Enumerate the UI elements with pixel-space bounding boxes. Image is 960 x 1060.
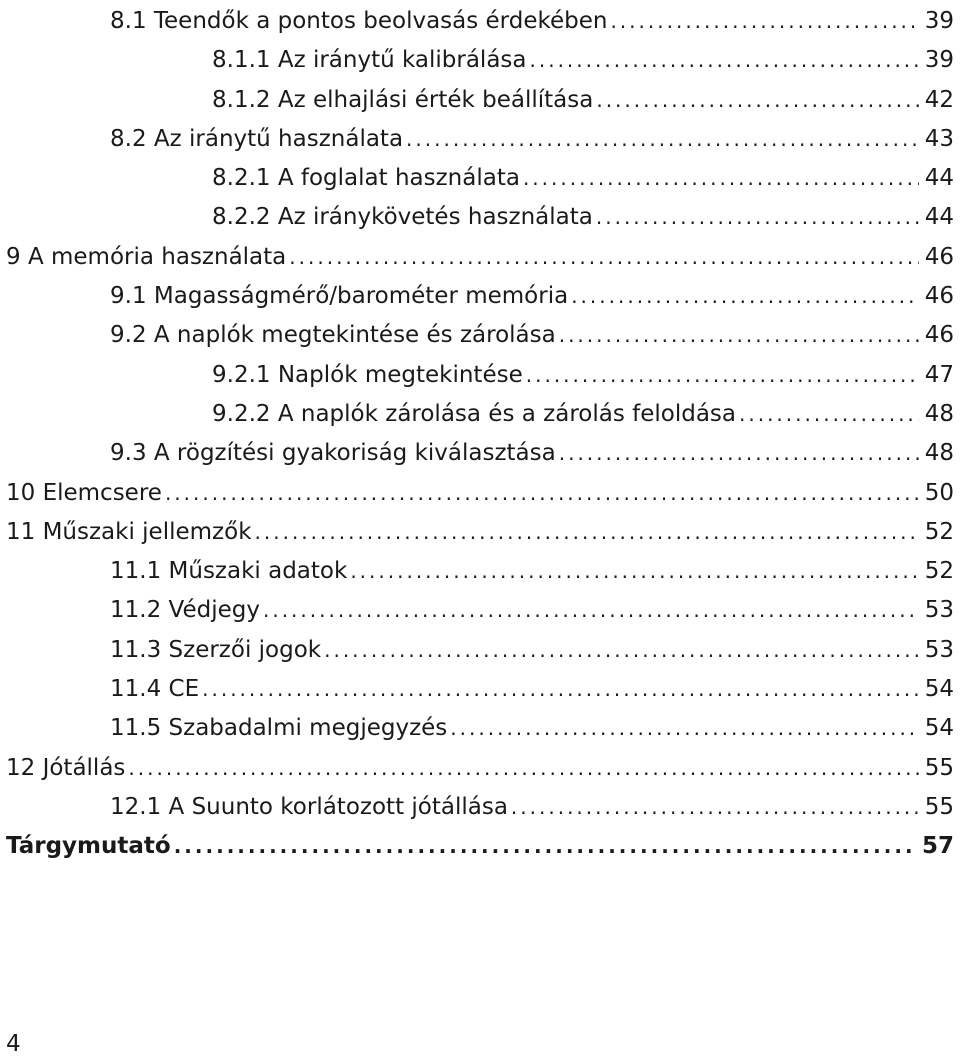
- toc-entry[interactable]: [6, 277, 954, 316]
- toc-entry-title: 11.3 Szerzői jogok: [110, 636, 322, 663]
- toc-entry[interactable]: [6, 591, 954, 630]
- toc-entry-page: 46: [924, 322, 954, 349]
- toc-dot-leader: [450, 709, 918, 748]
- toc-entry-page: 39: [924, 47, 954, 74]
- toc-dot-leader: [610, 2, 918, 41]
- toc-entry[interactable]: [6, 238, 954, 277]
- toc-entry-page: 53: [924, 597, 954, 624]
- toc-entry-page: 52: [924, 558, 954, 585]
- toc-entry-title: 9.3 A rögzítési gyakoriság kiválasztása: [110, 440, 556, 467]
- toc-entry-title: 8.1.2 Az elhajlási érték beállítása: [212, 86, 594, 113]
- toc-entry[interactable]: [6, 356, 954, 395]
- toc-dot-leader: [255, 513, 919, 552]
- toc-entry-title: 11.2 Védjegy: [110, 597, 260, 624]
- toc-entry-title: 11.4 CE: [110, 676, 200, 703]
- toc-dot-leader: [526, 356, 919, 395]
- toc-entry-title: 8.2.2 Az iránykövetés használata: [212, 204, 593, 231]
- toc-entry-page: 52: [924, 518, 954, 545]
- toc-dot-leader: [530, 41, 919, 80]
- toc-entry-title: 8.2.1 A foglalat használata: [212, 165, 520, 192]
- toc-entry[interactable]: [6, 2, 954, 41]
- toc-entry-page: 55: [924, 754, 954, 781]
- toc-dot-leader: [523, 159, 919, 198]
- toc-dot-leader: [559, 434, 919, 473]
- toc-entry[interactable]: [6, 159, 954, 198]
- toc-entry-page: 47: [924, 361, 954, 388]
- toc-entry[interactable]: [6, 631, 954, 670]
- toc-entry-title: 9.1 Magasságmérő/barométer memória: [110, 283, 569, 310]
- toc-entry-page: 57: [921, 833, 954, 860]
- toc-dot-leader: [406, 120, 919, 159]
- toc-entry[interactable]: [6, 788, 954, 827]
- toc-dot-leader: [263, 591, 919, 630]
- toc-entry-title: 9.2 A naplók megtekintése és zárolása: [110, 322, 556, 349]
- toc-dot-leader: [559, 316, 919, 355]
- toc-entry-title: 9.2.1 Naplók megtekintése: [212, 361, 523, 388]
- toc-entry[interactable]: [6, 120, 954, 159]
- toc-entry[interactable]: [6, 709, 954, 748]
- toc-entry[interactable]: [6, 552, 954, 591]
- toc-entry-page: 53: [924, 636, 954, 663]
- toc-dot-leader: [324, 631, 919, 670]
- toc-entry-title: 9 A memória használata: [6, 243, 287, 270]
- toc-entry-title: 11 Műszaki jellemzők: [6, 518, 252, 545]
- toc-dot-leader: [165, 474, 919, 513]
- toc-dot-leader: [739, 395, 919, 434]
- toc-entry-page: 44: [924, 204, 954, 231]
- toc-entry-title: 11.5 Szabadalmi megjegyzés: [110, 715, 448, 742]
- toc-dot-leader: [350, 552, 918, 591]
- toc-entry-page: 55: [924, 793, 954, 820]
- toc-entry-title: Tárgymutató: [6, 833, 171, 860]
- toc-dot-leader: [174, 827, 916, 866]
- toc-entry[interactable]: [6, 395, 954, 434]
- toc-entry-title: 8.1 Teendők a pontos beolvasás érdekében: [110, 8, 608, 34]
- toc-entry[interactable]: [6, 749, 954, 788]
- toc-entry-page: 44: [924, 165, 954, 192]
- toc-entry-title: 11.1 Műszaki adatok: [110, 558, 348, 585]
- toc-entry-page: 54: [924, 715, 954, 742]
- toc-entry-title: 12.1 A Suunto korlátozott jótállása: [110, 793, 508, 820]
- toc-dot-leader: [202, 670, 919, 709]
- toc-dot-leader: [511, 788, 919, 827]
- toc-dot-leader: [596, 81, 918, 120]
- toc-entry[interactable]: [6, 41, 954, 80]
- toc-entry-page: 54: [924, 676, 954, 703]
- table-of-contents: [6, 2, 954, 867]
- toc-entry[interactable]: [6, 827, 954, 866]
- toc-entry-page: 46: [924, 243, 954, 270]
- toc-entry-page: 46: [924, 283, 954, 310]
- toc-entry[interactable]: [6, 81, 954, 120]
- toc-entry-title: 8.1.1 Az iránytű kalibrálása: [212, 47, 527, 74]
- toc-entry[interactable]: [6, 474, 954, 513]
- toc-entry-title: 9.2.2 A naplók zárolása és a zárolás feloldása: [212, 400, 736, 427]
- toc-entry-page: 48: [924, 440, 954, 467]
- toc-entry-page: 43: [924, 125, 954, 152]
- toc-entry-page: 48: [924, 400, 954, 427]
- toc-dot-leader: [128, 749, 918, 788]
- toc-dot-leader: [596, 198, 919, 237]
- toc-entry-page: 39: [924, 8, 954, 34]
- toc-entry[interactable]: [6, 316, 954, 355]
- toc-entry[interactable]: [6, 513, 954, 552]
- toc-entry-page: 50: [924, 479, 954, 506]
- toc-entry[interactable]: [6, 198, 954, 237]
- toc-entry-title: 10 Elemcsere: [6, 479, 162, 506]
- toc-entry-page: 42: [924, 86, 954, 113]
- toc-dot-leader: [289, 238, 918, 277]
- page-number: 4: [6, 1031, 21, 1057]
- toc-dot-leader: [571, 277, 919, 316]
- toc-entry[interactable]: [6, 670, 954, 709]
- toc-entry-title: 8.2 Az iránytű használata: [110, 125, 404, 152]
- toc-entry[interactable]: [6, 434, 954, 473]
- toc-entry-title: 12 Jótállás: [6, 754, 126, 781]
